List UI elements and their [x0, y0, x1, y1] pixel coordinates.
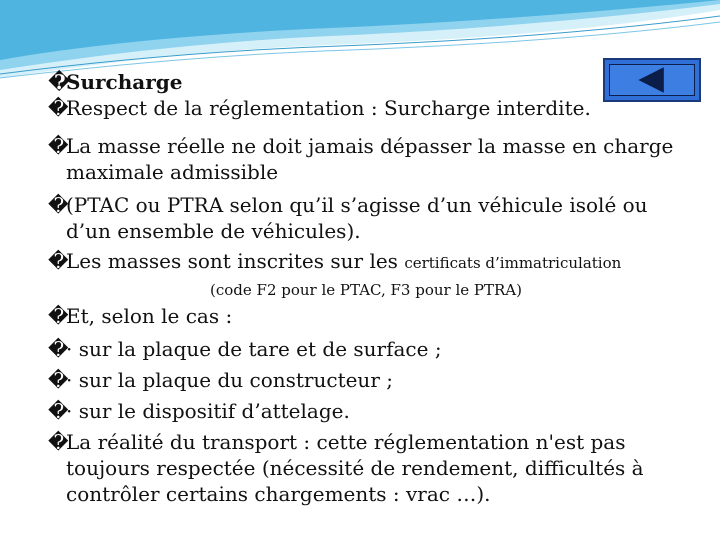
bullet-icon: � — [48, 134, 69, 158]
bullet-line — [48, 95, 591, 121]
bullet-icon: � — [48, 368, 69, 392]
bullet-line — [48, 429, 625, 455]
bullet-line — [48, 192, 648, 218]
bullet-continuation: toujours respectée (nécessité de rendement, difficultés à — [66, 456, 644, 480]
bullet-icon: � — [48, 304, 69, 328]
bullet-text: · sur la plaque du constructeur ; — [66, 368, 393, 392]
bullet-line — [48, 248, 621, 276]
bullet-text: (PTAC ou PTRA selon qu’il s’agisse d’un véhicule isolé ou — [66, 193, 648, 217]
bullet-text-small: certificats d’immatriculation — [404, 254, 622, 272]
bullet-text: Et, selon le cas : — [66, 304, 233, 328]
bullet-text: La réalité du transport : cette réglementation n'est pas — [66, 430, 626, 454]
bullet-icon: � — [48, 399, 69, 423]
bullet-text: · sur le dispositif d’attelage. — [66, 399, 350, 423]
bullet-icon: � — [48, 70, 71, 94]
bullet-line — [48, 398, 350, 424]
bullet-continuation: d’un ensemble de véhicules). — [66, 219, 361, 243]
bullet-line — [48, 303, 232, 329]
bullet-icon: � — [48, 96, 69, 120]
bullet-icon: � — [48, 430, 69, 454]
bullet-line — [48, 133, 673, 159]
bullet-text: Respect de la réglementation : Surcharge interdite. — [66, 96, 591, 120]
triangle-left-icon — [605, 60, 699, 100]
bullet-text: Les masses sont inscrites sur les — [66, 249, 398, 273]
bullet-icon: � — [48, 193, 69, 217]
bullet-line — [48, 336, 442, 362]
bullet-icon: � — [48, 337, 69, 361]
bullet-note: (code F2 pour le PTAC, F3 pour le PTRA) — [210, 281, 522, 299]
heading-text: Surcharge — [66, 70, 183, 94]
bullet-continuation: maximale admissible — [66, 160, 279, 184]
slide-heading — [48, 69, 182, 95]
bullet-text: La masse réelle ne doit jamais dépasser la masse en charge — [66, 134, 674, 158]
bullet-line — [48, 367, 393, 393]
back-nav-button[interactable] — [603, 58, 701, 102]
bullet-icon: � — [48, 249, 69, 273]
bullet-text: · sur la plaque de tare et de surface ; — [66, 337, 442, 361]
bullet-continuation: contrôler certains chargements : vrac …). — [66, 482, 491, 506]
